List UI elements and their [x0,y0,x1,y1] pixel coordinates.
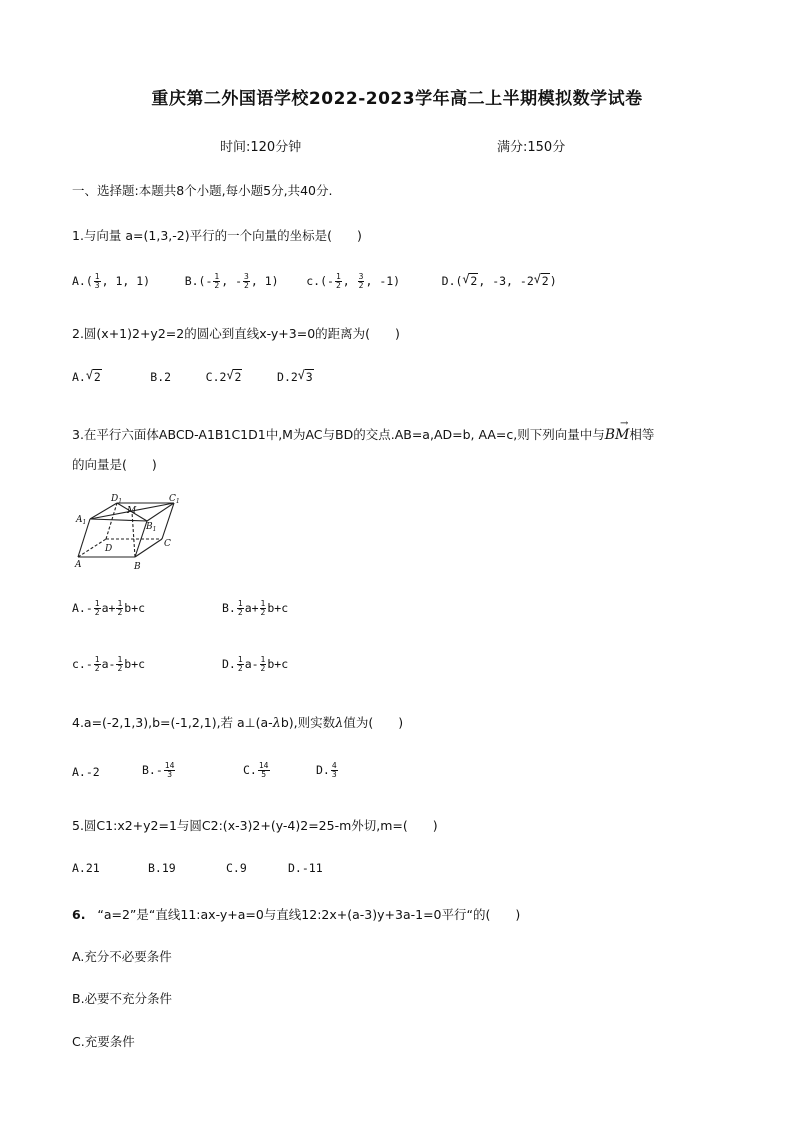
q1-option-c: c.(- $\frac{1}{2}$ , $\frac{3}{2}$ , -1) [306,272,401,290]
q2-option-b: B.2 [150,370,172,384]
q2-option-a: A. √ 2 [72,368,101,384]
q2-option-c: C.2 √ 2 [205,368,242,384]
question-1-stem: 1.与向量 a=(1,3,-2)平行的一个向量的坐标是( ) [72,228,362,243]
question-3-stem-line2: 的向量是( ) [72,457,157,472]
q4-option-c: C. $\frac{14}{5}$ [243,761,269,779]
page-title: 重庆第二外国语学校2022-2023学年高二上半期模拟数学试卷 [151,89,643,109]
label-a1: $A_1$ [76,515,87,526]
q3-option-d: D. $\frac{1}{2}$ a- $\frac{1}{2}$ b+c [222,655,289,673]
exam-score: 满分:150分 [497,140,566,155]
fraction: $\frac{1}{2}$ [237,655,243,673]
question-5-stem: 5.圆C1:x2+y2=1与圆C2:(x-3)2+(y-4)2=25-m外切,m=( ) [72,818,438,833]
q3-option-c: c.- $\frac{1}{2}$ a- $\frac{1}{2}$ b+c [72,655,146,673]
q6-option-b: B.必要不充分条件 [72,991,173,1006]
fraction: $\frac{1}{2}$ [260,599,266,617]
q1-option-b: B.(- $\frac{1}{2}$ , - $\frac{3}{2}$ , 1) [184,272,279,290]
q3-option-a: A.- $\frac{1}{2}$ a+ $\frac{1}{2}$ b+c [72,599,146,617]
fraction: $\frac{1}{3}$ [94,272,100,290]
label-d: D [105,544,113,554]
q4-option-a: A.-2 [72,765,100,779]
fraction: $\frac{1}{2}$ [94,599,100,617]
question-2-options [72,370,314,384]
fraction: $\frac{1}{2}$ [214,272,220,290]
label-c: C [164,539,171,549]
fraction: $\frac{1}{2}$ [117,599,123,617]
exam-time: 时间:120分钟 [220,140,302,155]
label-a: A [75,560,82,570]
lambda-symbol: λ [335,716,344,731]
question-2-stem: 2.圆(x+1)2+y2=2的圆心到直线x-y+3=0的距离为( ) [72,326,400,341]
sqrt: √ 2 [85,368,101,384]
lambda-symbol: λ [272,716,281,731]
fraction: $\frac{1}{2}$ [117,655,123,673]
fraction: $\frac{1}{2}$ [94,655,100,673]
sqrt: √ 3 [297,368,313,384]
fraction: $\frac{1}{2}$ [237,599,243,617]
sqrt: √ 2 [462,272,478,288]
fraction: $\frac{1}{2}$ [335,272,341,290]
q6-option-a: A.充分不必要条件 [72,949,172,964]
sqrt: √ 2 [226,368,242,384]
q4-option-d: D. $\frac{4}{3}$ [316,761,337,779]
q1-option-a: A.( $\frac{1}{3}$ , 1, 1) [72,272,151,290]
fraction: $\frac{1}{2}$ [260,655,266,673]
fraction: $\frac{4}{3}$ [331,761,337,779]
label-d1: $D_1$ [111,494,123,505]
q2-option-d: D.2 √ 3 [277,368,313,384]
parallelepiped-figure [72,493,187,573]
question-1-options [72,273,557,290]
fraction: $\frac{3}{2}$ [244,272,249,290]
q4-option-b: B.- $\frac{14}{3}$ [142,761,175,779]
section-heading: 一、选择题:本题共8个小题,每小题5分,共40分. [72,183,333,198]
q5-option-b: B.19 [148,861,176,875]
q5-option-a: A.21 [72,861,100,875]
q5-option-c: C.9 [226,861,247,875]
question-6-stem: 6. “a=2”是“直线11:ax-y+a=0与直线12:2x+(a-3)y+3a-1=0平行“的( ) [72,907,521,922]
label-b1: $B_1$ [146,522,157,533]
q5-option-d: D.-11 [288,861,323,875]
label-b: B [134,562,141,572]
fraction: $\frac{14}{3}$ [164,761,175,779]
q6-option-c: C.充要条件 [72,1034,135,1049]
question-4-stem: 4.a=(-2,1,3),b=(-1,2,1),若 a⊥(a-λb),则实数λ值为( ) [72,715,404,731]
vector-bm: → BM [604,418,630,443]
fraction: $\frac{14}{5}$ [258,761,269,779]
q1-option-d: D.( √ 2, -3, -2 √ 2) [441,272,557,288]
fraction: $\frac{3}{2}$ [358,272,364,290]
question-3-stem: 3.在平行六面体ABCD-A1B1C1D1中,M为AC与BD的交点.AB=a,AD=b, AA=c,则下列向量中与 → BM相等 [72,418,655,443]
label-c1: $C_1$ [169,494,180,505]
sqrt: √ 2 [533,272,549,288]
label-m: M [127,506,137,516]
q3-option-b: B. $\frac{1}{2}$ a+ $\frac{1}{2}$ b+c [222,599,289,617]
